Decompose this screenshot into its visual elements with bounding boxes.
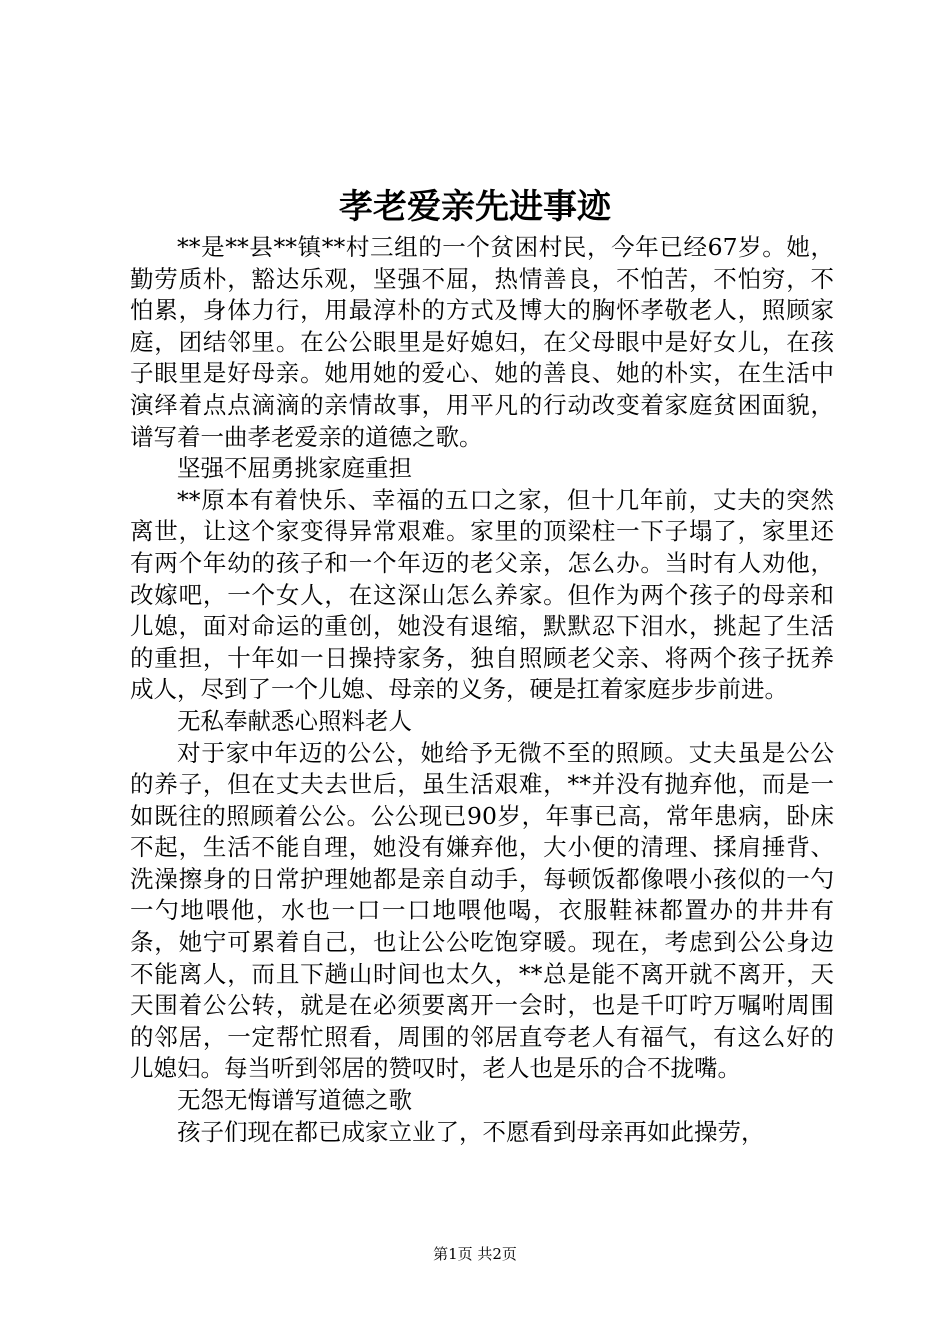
paragraph-intro: **是**县**镇**村三组的一个贫困村民，今年已经67岁。她，勤劳质朴，豁达乐观，坚强不屈，热情善良，不怕苦，不怕穷，不怕累，身体力行，用最淳朴的方式及博大的胸怀孝敬老人，照顾家庭，团结邻里。在公公眼里是好媳妇，在父母眼中是好女儿，在孩子眼里是好母亲。她用她的爱心、她的善良、她的朴实，在生活中演绎着点点滴滴的亲情故事，用平凡的行动改变着家庭贫困面貌，谱写着一曲孝老爱亲的道德之歌。 xyxy=(130,233,834,451)
document-body xyxy=(130,232,834,1148)
section-heading-1: 坚强不屈勇挑家庭重担 xyxy=(177,454,412,483)
section-heading-3: 无怨无悔谱写道德之歌 xyxy=(177,1086,412,1115)
paragraph-section-3: 孩子们现在都已成家立业了，不愿看到母亲再如此操劳， xyxy=(177,1117,765,1146)
paragraph-section-1: **原本有着快乐、幸福的五口之家，但十几年前，丈夫的突然离世，让这个家变得异常艰难。家里的顶梁柱一下子塌了，家里还有两个年幼的孩子和一个年迈的老父亲，怎么办。当时有人劝他，改嫁吧，一个女人，在这深山怎么养家。但作为两个孩子的母亲和儿媳，面对命运的重创，她没有退缩，默默忍下泪水，挑起了生活的重担，十年如一日操持家务，独自照顾老父亲、将两个孩子抚养成人，尽到了一个儿媳、母亲的义务，硬是扛着家庭步步前进。 xyxy=(130,485,834,704)
section-heading-2: 无私奉献悉心照料老人 xyxy=(177,706,412,735)
paragraph-section-2: 对于家中年迈的公公，她给予无微不至的照顾。丈夫虽是公公的养子，但在丈夫去世后，虽生活艰难，**并没有抛弃他，而是一如既往的照顾着公公。公公现已90岁，年事已高，常年患病，卧床不起，生活不能自理，她没有嫌弃他，大小便的清理、揉肩捶背、洗澡擦身的日常护理她都是亲自动手，每顿饭都像喂小孩似的一勺一勺地喂他，水也一口一口地喂他喝，衣服鞋袜都置办的井井有条，她宁可累着自己，也让公公吃饱穿暖。现在，考虑到公公身边不能离人，而且下趟山时间也太久，**总是能不离开就不离开，天天围着公公转，就是在必须要离开一会时，也是千叮咛万嘱咐周围的邻居，一定帮忙照看，周围的邻居直夸老人有福气，有这么好的儿媳妇。每当听到邻居的赞叹时，老人也是乐的合不拢嘴。 xyxy=(130,738,834,1083)
page-footer: 第1页 共2页 xyxy=(433,1245,517,1263)
document-title: 孝老爱亲先进事迹 xyxy=(339,187,611,227)
